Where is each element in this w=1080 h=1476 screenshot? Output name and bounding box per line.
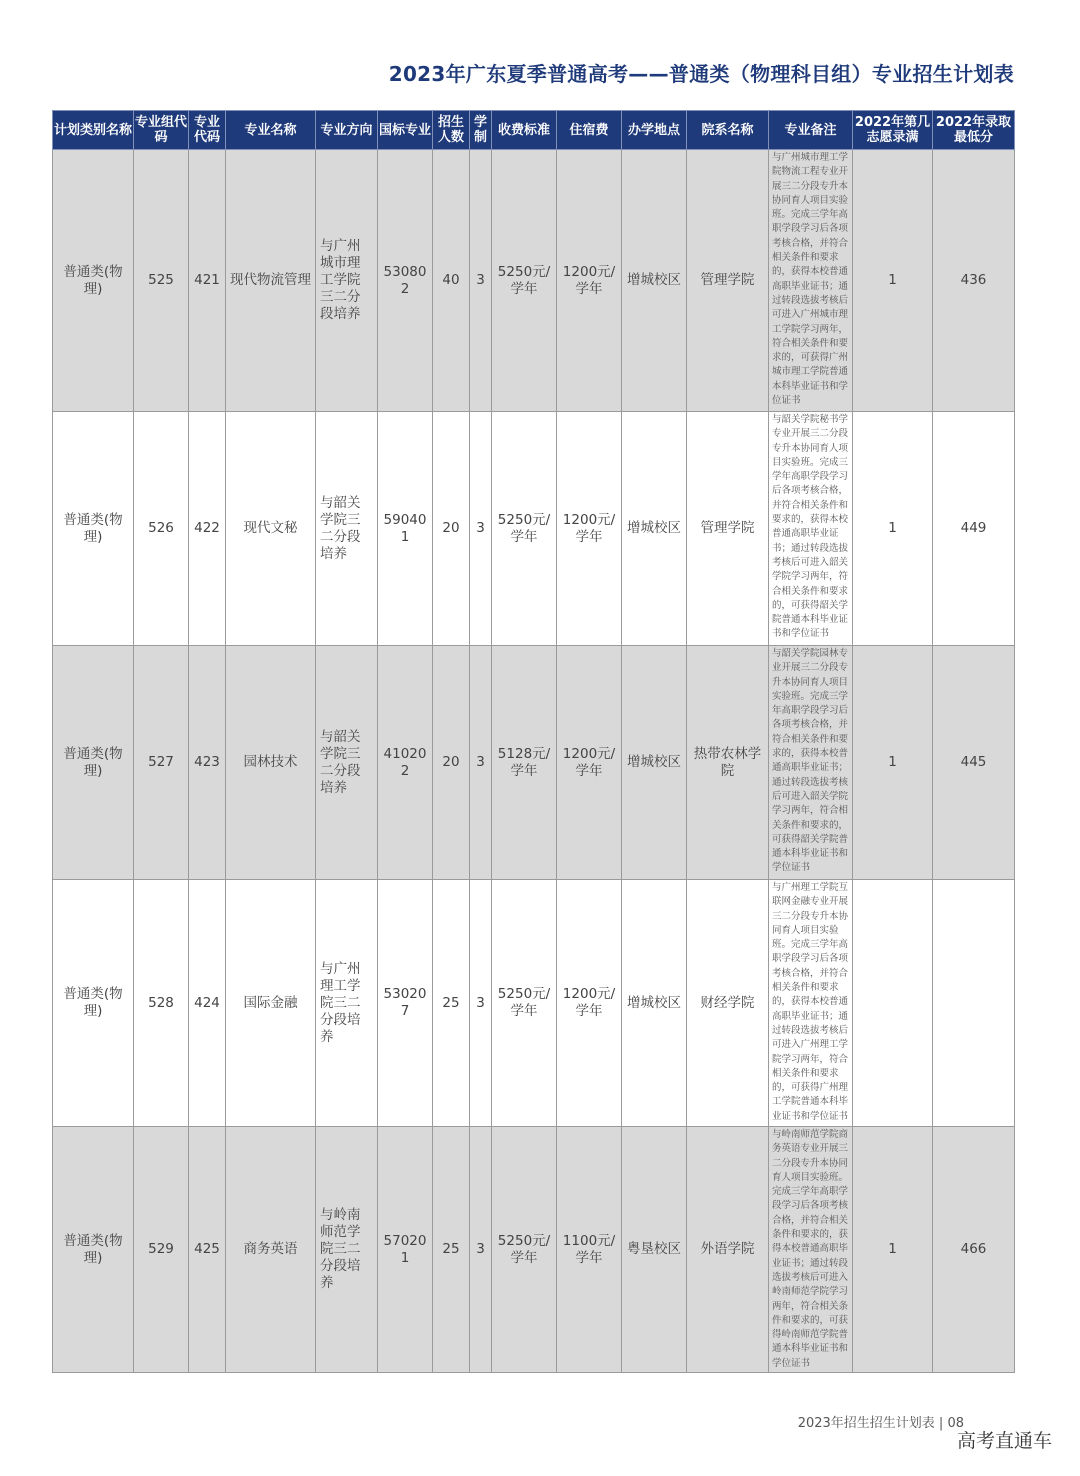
header-department: 院系名称 bbox=[687, 111, 769, 150]
cell-national-code: 410202 bbox=[378, 646, 433, 880]
cell-group-code: 528 bbox=[134, 880, 189, 1127]
header-accommodation: 住宿费 bbox=[557, 111, 622, 150]
cell-group-code: 525 bbox=[134, 150, 189, 412]
cell-years: 3 bbox=[470, 150, 492, 412]
cell-note: 与韶关学院秘书学专业开展三二分段专升本协同育人项目实验班。完成三学年高职学段学习后各项考核合格，并符合相关条件和要求的，获得本校普通高职毕业证书；通过转段选拔考核后可进入韶关学院学习两年，符合相关条件和要求的，可获得韶关学院普通本科毕业证书和学位证书 bbox=[769, 412, 853, 646]
cell-national-code: 530802 bbox=[378, 150, 433, 412]
cell-note: 与广州城市理工学院物流工程专业开展三二分段专升本协同育人项目实验班。完成三学年高职学段学习后各项考核合格，并符合相关条件和要求的，获得本校普通高职毕业证书；通过转段选拔考核后可进入广州城市理工学院学习两年，符合相关条件和要求的，可获得广州城市理工学院普通本科毕业证书和学位证书 bbox=[769, 150, 853, 412]
cell-national-code: 530207 bbox=[378, 880, 433, 1127]
cell-note: 与广州理工学院互联网金融专业开展三二分段专升本协同育人项目实验班。完成三学年高职学段学习后各项考核合格，并符合相关条件和要求的，获得本校普通高职毕业证书；通过转段选拔考核后可进入广州理工学院学习两年，符合相关条件和要求的，可获得广州理工学院普通本科毕业证书和学位证书 bbox=[769, 880, 853, 1127]
cell-min-score: 436 bbox=[933, 150, 1015, 412]
cell-enrollment: 25 bbox=[433, 1127, 470, 1373]
watermark-text: 高考直通车 bbox=[956, 1430, 1052, 1452]
cell-choice-filled: 1 bbox=[853, 150, 933, 412]
cell-major-name: 园林技术 bbox=[226, 646, 316, 880]
cell-note: 与岭南师范学院商务英语专业开展三二分段专升本协同育人项目实验班。完成三学年高职学段学习后各项考核合格，并符合相关条件和要求的，获得本校普通高职毕业证书；通过转段选拔考核后可进入岭南师范学院学习两年，符合相关条件和要求的，可获得岭南师范学院普通本科毕业证书和学位证书 bbox=[769, 1127, 853, 1373]
cell-years: 3 bbox=[470, 412, 492, 646]
cell-accommodation: 1200元/学年 bbox=[557, 880, 622, 1127]
header-tuition: 收费标准 bbox=[492, 111, 557, 150]
cell-min-score: 445 bbox=[933, 646, 1015, 880]
cell-major-name: 现代文秘 bbox=[226, 412, 316, 646]
page-footer: 2023年招生招生计划表 | 08 bbox=[797, 1416, 964, 1431]
cell-major-name: 商务英语 bbox=[226, 1127, 316, 1373]
cell-national-code: 570201 bbox=[378, 1127, 433, 1373]
cell-direction: 与岭南师范学院三二分段培养 bbox=[316, 1127, 378, 1373]
cell-category: 普通类(物理) bbox=[53, 1127, 134, 1373]
enrollment-plan-table bbox=[52, 110, 1015, 1373]
cell-choice-filled: 1 bbox=[853, 1127, 933, 1373]
cell-choice-filled: 1 bbox=[853, 412, 933, 646]
cell-tuition: 5250元/学年 bbox=[492, 412, 557, 646]
cell-years: 3 bbox=[470, 646, 492, 880]
cell-category: 普通类(物理) bbox=[53, 150, 134, 412]
header-years: 学制 bbox=[470, 111, 492, 150]
cell-enrollment: 25 bbox=[433, 880, 470, 1127]
cell-accommodation: 1200元/学年 bbox=[557, 150, 622, 412]
cell-major-code: 424 bbox=[189, 880, 226, 1127]
cell-tuition: 5250元/学年 bbox=[492, 150, 557, 412]
cell-major-code: 421 bbox=[189, 150, 226, 412]
header-category: 计划类别名称 bbox=[53, 111, 134, 150]
cell-category: 普通类(物理) bbox=[53, 646, 134, 880]
cell-location: 粤垦校区 bbox=[622, 1127, 687, 1373]
table-row bbox=[53, 880, 1015, 1127]
cell-major-code: 422 bbox=[189, 412, 226, 646]
cell-location: 增城校区 bbox=[622, 880, 687, 1127]
cell-group-code: 527 bbox=[134, 646, 189, 880]
cell-years: 3 bbox=[470, 880, 492, 1127]
cell-enrollment: 20 bbox=[433, 646, 470, 880]
header-note: 专业备注 bbox=[769, 111, 853, 150]
header-major-name: 专业名称 bbox=[226, 111, 316, 150]
cell-department: 热带农林学院 bbox=[687, 646, 769, 880]
cell-category: 普通类(物理) bbox=[53, 412, 134, 646]
cell-major-name: 国际金融 bbox=[226, 880, 316, 1127]
cell-note: 与韶关学院园林专业开展三二分段专升本协同育人项目实验班。完成三学年高职学段学习后各项考核合格，并符合相关条件和要求的，获得本校普通高职毕业证书；通过转段选拔考核后可进入韶关学院学习两年，符合相关条件和要求的，可获得韶关学院普通本科毕业证书和学位证书 bbox=[769, 646, 853, 880]
cell-major-code: 423 bbox=[189, 646, 226, 880]
header-major-code: 专业代码 bbox=[189, 111, 226, 150]
cell-department: 外语学院 bbox=[687, 1127, 769, 1373]
cell-department: 财经学院 bbox=[687, 880, 769, 1127]
cell-enrollment: 20 bbox=[433, 412, 470, 646]
table-row bbox=[53, 1127, 1015, 1373]
table-header-row bbox=[53, 111, 1015, 150]
cell-min-score: 449 bbox=[933, 412, 1015, 646]
header-national-code: 国标专业 bbox=[378, 111, 433, 150]
cell-tuition: 5250元/学年 bbox=[492, 1127, 557, 1373]
cell-choice-filled bbox=[853, 880, 933, 1127]
cell-accommodation: 1100元/学年 bbox=[557, 1127, 622, 1373]
cell-direction: 与韶关学院三二分段培养 bbox=[316, 412, 378, 646]
header-choice-filled: 2022年第几志愿录满 bbox=[853, 111, 933, 150]
cell-major-name: 现代物流管理 bbox=[226, 150, 316, 412]
cell-min-score bbox=[933, 880, 1015, 1127]
cell-accommodation: 1200元/学年 bbox=[557, 412, 622, 646]
cell-group-code: 526 bbox=[134, 412, 189, 646]
cell-enrollment: 40 bbox=[433, 150, 470, 412]
cell-major-code: 425 bbox=[189, 1127, 226, 1373]
cell-national-code: 590401 bbox=[378, 412, 433, 646]
table-row bbox=[53, 150, 1015, 412]
cell-department: 管理学院 bbox=[687, 412, 769, 646]
header-min-score: 2022年录取最低分 bbox=[933, 111, 1015, 150]
cell-years: 3 bbox=[470, 1127, 492, 1373]
header-location: 办学地点 bbox=[622, 111, 687, 150]
cell-location: 增城校区 bbox=[622, 646, 687, 880]
cell-group-code: 529 bbox=[134, 1127, 189, 1373]
header-group-code: 专业组代码 bbox=[134, 111, 189, 150]
cell-accommodation: 1200元/学年 bbox=[557, 646, 622, 880]
cell-location: 增城校区 bbox=[622, 150, 687, 412]
table-row bbox=[53, 412, 1015, 646]
cell-location: 增城校区 bbox=[622, 412, 687, 646]
page-title: 2023年广东夏季普通高考——普通类（物理科目组）专业招生计划表 bbox=[388, 62, 1014, 86]
cell-tuition: 5250元/学年 bbox=[492, 880, 557, 1127]
cell-direction: 与广州理工学院三二分段培养 bbox=[316, 880, 378, 1127]
cell-choice-filled: 1 bbox=[853, 646, 933, 880]
header-direction: 专业方向 bbox=[316, 111, 378, 150]
cell-direction: 与广州城市理工学院三二分段培养 bbox=[316, 150, 378, 412]
header-enrollment: 招生人数 bbox=[433, 111, 470, 150]
cell-category: 普通类(物理) bbox=[53, 880, 134, 1127]
cell-direction: 与韶关学院三二分段培养 bbox=[316, 646, 378, 880]
cell-min-score: 466 bbox=[933, 1127, 1015, 1373]
cell-tuition: 5128元/学年 bbox=[492, 646, 557, 880]
cell-department: 管理学院 bbox=[687, 150, 769, 412]
table-row bbox=[53, 646, 1015, 880]
